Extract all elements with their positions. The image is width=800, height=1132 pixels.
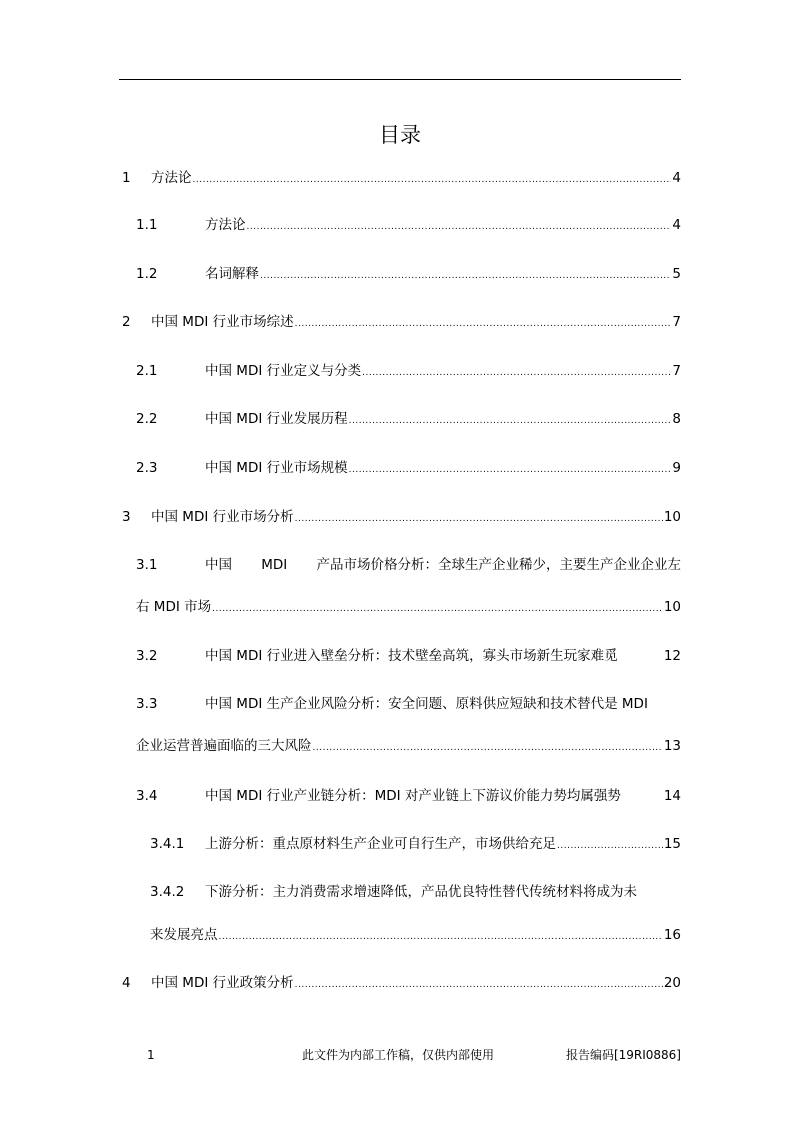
toc-text: 下游分析：主力消费需求增速降低，产品优良特性替代传统材料将成为未	[205, 884, 637, 900]
toc-leader	[295, 507, 663, 529]
toc-entry[interactable]	[0, 882, 800, 902]
toc-number: 1.1	[136, 217, 158, 233]
toc-entry[interactable]	[0, 168, 800, 188]
toc-page: 8	[672, 411, 681, 427]
toc-text: 中国 MDI 生产企业风险分析：安全问题、原料供应短缺和技术替代是 MDI	[205, 696, 648, 712]
toc-leader	[219, 925, 663, 947]
toc-entry-continued[interactable]	[0, 597, 800, 617]
toc-text: 中国 MDI 行业定义与分类	[205, 363, 362, 379]
toc-leader	[212, 597, 663, 619]
toc-leader	[260, 264, 671, 286]
toc-number: 3.4	[136, 788, 158, 804]
toc-page: 5	[672, 266, 681, 282]
toc-leader	[349, 409, 672, 431]
toc-leader	[557, 834, 663, 856]
toc-number: 2	[122, 314, 131, 330]
toc-entry[interactable]	[0, 694, 800, 714]
toc-text: 中国 MDI 行业市场综述	[151, 314, 294, 330]
toc-entry[interactable]	[0, 409, 800, 429]
toc-entry[interactable]	[0, 834, 800, 854]
toc-leader	[193, 168, 672, 190]
toc-text: 中国 MDI 行业市场规模	[205, 460, 348, 476]
toc-leader	[295, 973, 663, 995]
toc-page: 14	[663, 788, 681, 804]
toc-entry[interactable]	[0, 973, 800, 993]
footer-report-code: 报告编码[19RI0886]	[565, 1048, 681, 1062]
toc-text: 来发展亮点	[150, 927, 218, 943]
toc-page: 7	[672, 363, 681, 379]
toc-page: 13	[663, 738, 681, 754]
footer-page-number: 1	[147, 1048, 155, 1062]
toc-page: 9	[672, 460, 681, 476]
toc-number: 3.4.2	[150, 884, 185, 900]
toc-leader	[247, 215, 672, 237]
toc-number: 2.1	[136, 363, 158, 379]
toc-text: 中国 MDI 行业政策分析	[151, 975, 294, 991]
toc-leader	[295, 312, 672, 334]
toc-text: 右 MDI 市场	[136, 599, 212, 615]
toc-number: 2.3	[136, 460, 158, 476]
toc-text: 企业运营普遍面临的三大风险	[136, 738, 312, 754]
toc-leader	[362, 361, 671, 383]
toc-page: 20	[663, 975, 681, 991]
toc-text: 产品市场价格分析：全球生产企业稀少，主要生产企业企业左	[316, 557, 681, 573]
toc-page: 10	[663, 509, 681, 525]
toc-entry-continued[interactable]	[0, 925, 800, 945]
toc-page: 4	[672, 170, 681, 186]
toc-number: 3.3	[136, 696, 158, 712]
toc-title: 目录	[379, 123, 421, 147]
toc-text: 方法论	[205, 217, 246, 233]
toc-text: 中国 MDI 行业市场分析	[151, 509, 294, 525]
toc-text: MDI	[261, 557, 288, 573]
toc-text-justified	[205, 555, 681, 575]
toc-number: 3.4.1	[150, 836, 185, 852]
toc-text: 中国	[205, 557, 232, 573]
toc-entry[interactable]	[0, 312, 800, 332]
toc-entry[interactable]	[0, 361, 800, 381]
toc-entry[interactable]	[0, 458, 800, 478]
toc-page: 7	[672, 314, 681, 330]
toc-page: 15	[663, 836, 681, 852]
toc-number: 3	[122, 509, 131, 525]
toc-text: 中国 MDI 行业进入壁垒分析：技术壁垒高筑，寡头市场新生玩家难觅	[205, 648, 618, 664]
toc-number: 2.2	[136, 411, 158, 427]
toc-number: 3.2	[136, 648, 158, 664]
toc-number: 3.1	[136, 557, 158, 573]
toc-entry-continued[interactable]	[0, 736, 800, 756]
header-rule	[119, 79, 681, 80]
footer-notice: 此文件为内部工作稿，仅供内部使用	[302, 1048, 495, 1062]
toc-entry[interactable]	[0, 264, 800, 284]
toc-leader	[349, 458, 672, 480]
toc-entry[interactable]	[0, 507, 800, 527]
toc-number: 1	[122, 170, 131, 186]
toc-page: 4	[672, 217, 681, 233]
toc-leader	[313, 736, 663, 758]
toc-entry[interactable]	[0, 786, 800, 806]
toc-page: 12	[663, 648, 681, 664]
toc-text: 上游分析：重点原材料生产企业可自行生产，市场供给充足	[205, 836, 556, 852]
toc-entry[interactable]	[0, 215, 800, 235]
toc-entry[interactable]	[0, 555, 800, 575]
toc-number: 1.2	[136, 266, 158, 282]
toc-text: 名词解释	[205, 266, 259, 282]
toc-number: 4	[122, 975, 131, 991]
toc-text: 中国 MDI 行业产业链分析：MDI 对产业链上下游议价能力势均属强势	[205, 788, 621, 804]
toc-entry[interactable]	[0, 646, 800, 666]
toc-page: 10	[663, 599, 681, 615]
toc-page: 16	[663, 927, 681, 943]
toc-text: 中国 MDI 行业发展历程	[205, 411, 348, 427]
toc-text: 方法论	[151, 170, 192, 186]
